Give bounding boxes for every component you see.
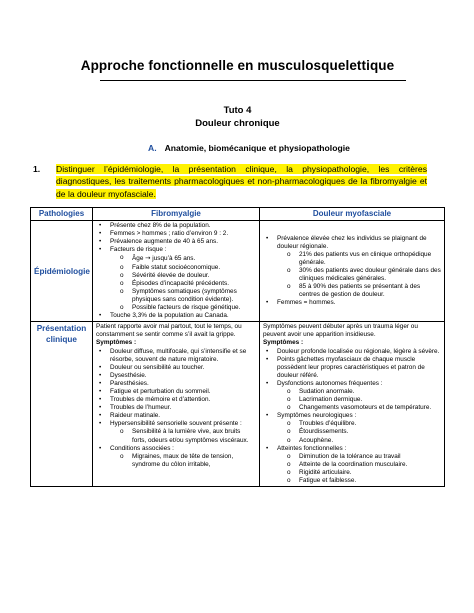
cell-fibro-epidemiologie: [93, 221, 260, 322]
list-item: • Touche 3,3% de la population au Canada.: [96, 312, 256, 320]
list-item: [96, 246, 256, 312]
cell-myo-presentation: [260, 322, 445, 487]
sub-list-item: o Étourdissements.: [277, 428, 441, 436]
cell-myo-epidemiologie: [260, 221, 445, 322]
sub-list-item: o Acouphène.: [277, 437, 441, 445]
cell-fibro-presentation: [93, 322, 260, 487]
table-header-row: [31, 208, 445, 221]
document-title: Approche fonctionnelle en musculosquelettique: [80, 58, 395, 73]
list-item: • Douleur ou sensibilité au toucher.: [96, 364, 256, 372]
list-item: • Prévalence augmente de 40 à 65 ans.: [96, 238, 256, 246]
table-row: [31, 322, 445, 487]
list-item-text: jusqu’à 65 ans.: [150, 255, 196, 263]
list-item: • Douleur diffuse, multifocale, qui s’intensifie et se résorbe, souvent de nature migratoire.: [96, 348, 256, 364]
list-item: [96, 445, 256, 469]
list-item-text: Facteurs de risque :: [110, 246, 167, 254]
sub-list-item: o Diminution de la tolérance au travail: [277, 453, 441, 461]
pathology-table: [30, 207, 445, 487]
sub-list-item: o Sudation anormale.: [277, 388, 441, 396]
list-item: • Paresthésies.: [96, 380, 256, 388]
title-underline: [100, 80, 406, 81]
sub-list-item: o Symptômes somatiques (symptômes physiques sans condition évidente).: [110, 288, 256, 304]
sub-list-item: o Épisodes d’incapacité précédents.: [110, 280, 256, 288]
paragraph: Patient rapporte avoir mal partout, tout le temps, ou constamment se sentir comme s’il avait la grippe.: [96, 323, 242, 339]
table-row: [31, 221, 445, 322]
list-item: • Fatigue et perturbation du sommeil.: [96, 388, 256, 396]
subtitle-heading: Douleur chronique: [195, 118, 280, 129]
objective-text: Distinguer l’épidémiologie, la présentation clinique, la physiopathologie, les critères diagnostiques, les traitements pharmacologiques et non-pharmacologiques de la fibromyalgie et de la douleur myofasciale.: [56, 164, 427, 199]
list-item-text: Symptômes neurologiques :: [277, 412, 357, 420]
learning-objective: [33, 163, 427, 200]
list-item: • Femmes > hommes ; ratio d’environ 9 : 2.: [96, 230, 256, 238]
list-item: • Douleur profonde localisée ou régionale, légère à sévère.: [263, 348, 441, 356]
list-item: [263, 380, 441, 412]
sub-list-item: o Atteinte de la coordination musculaire.: [277, 461, 441, 469]
list-item: [263, 412, 441, 444]
sub-list-item: o 30% des patients avec douleur générale dans des cliniques médicales générales.: [277, 267, 441, 283]
sub-list-item: [110, 254, 256, 263]
list-item-text: Hypersensibilité sensorielle souvent présente :: [110, 420, 242, 428]
header-fibromyalgie: Fibromyalgie: [93, 208, 260, 221]
sub-list-item: o 21% des patients vus en clinique orthopédique générale.: [277, 251, 441, 267]
sub-list-item: o Possible facteurs de risque génétique.: [110, 304, 256, 312]
list-item-text: Âge: [132, 255, 146, 263]
section-letter: A.: [148, 143, 157, 153]
list-item-text: Prévalence élevée chez les individus se plaignant de douleur régionale.: [277, 234, 427, 250]
sub-list-item: o Migraines, maux de tête de tension, syndrome du côlon irritable,: [110, 453, 256, 469]
list-item: • Raideur matinale.: [96, 412, 256, 420]
objective-number: 1.: [33, 164, 41, 174]
section-title: Anatomie, biomécanique et physiopathologie: [164, 143, 350, 153]
sub-list-item: o Changements vasomoteurs et de température.: [277, 404, 441, 412]
sub-list-item: o 85 à 90% des patients se présentant à des centres de gestion de douleur.: [277, 283, 441, 299]
sub-list-item: o Fatigue et faiblesse.: [277, 477, 441, 485]
list-item: • Troubles de mémoire et d’attention.: [96, 396, 256, 404]
row-label-presentation-clinique: Présentation clinique: [31, 322, 93, 487]
paragraph: Symptômes peuvent débuter après un trauma léger ou peuvent avoir une apparition insidieuse.: [263, 323, 418, 339]
sub-list-item: o Sévérité élevée de douleur.: [110, 272, 256, 280]
symptomes-label: Symptômes :: [96, 339, 137, 347]
symptomes-label: Symptômes :: [263, 339, 304, 347]
sub-list-item: o Sensibilité à la lumière vive, aux bruits forts, odeurs et/ou symptômes viscéraux.: [110, 428, 256, 444]
list-item: • Dysesthésie.: [96, 372, 256, 380]
list-item-text: Dysfonctions autonomes fréquentes :: [277, 379, 383, 387]
arrow-right-icon: →: [145, 254, 151, 263]
tuto-heading: Tuto 4: [223, 105, 252, 116]
list-item: • Points gâchettes myofasciaux de chaque muscle possèdent leur propres caractéristiques et patron de douleur référé.: [263, 356, 441, 380]
list-item: [263, 445, 441, 485]
list-item-text: Atteintes fonctionnelles :: [277, 444, 347, 452]
header-pathologies: Pathologies: [31, 208, 93, 221]
sub-list-item: o Faible statut socioéconomique.: [110, 264, 256, 272]
sub-list-item: o Lacrimation dermique.: [277, 396, 441, 404]
sub-list-item: o Rigidité articulaire.: [277, 469, 441, 477]
section-heading: [148, 143, 350, 153]
list-item: • Femmes = hommes.: [263, 299, 441, 307]
list-item: • Présente chez 8% de la population.: [96, 222, 256, 230]
sub-list-item: o Troubles d’équilibre.: [277, 420, 441, 428]
list-item-text: Conditions associées :: [110, 444, 174, 452]
row-label-epidemiologie: Épidémiologie: [31, 221, 93, 322]
list-item: [96, 420, 256, 444]
header-douleur-myofasciale: Douleur myofasciale: [260, 208, 445, 221]
list-item: • Troubles de l’humeur.: [96, 404, 256, 412]
list-item: [263, 235, 441, 300]
